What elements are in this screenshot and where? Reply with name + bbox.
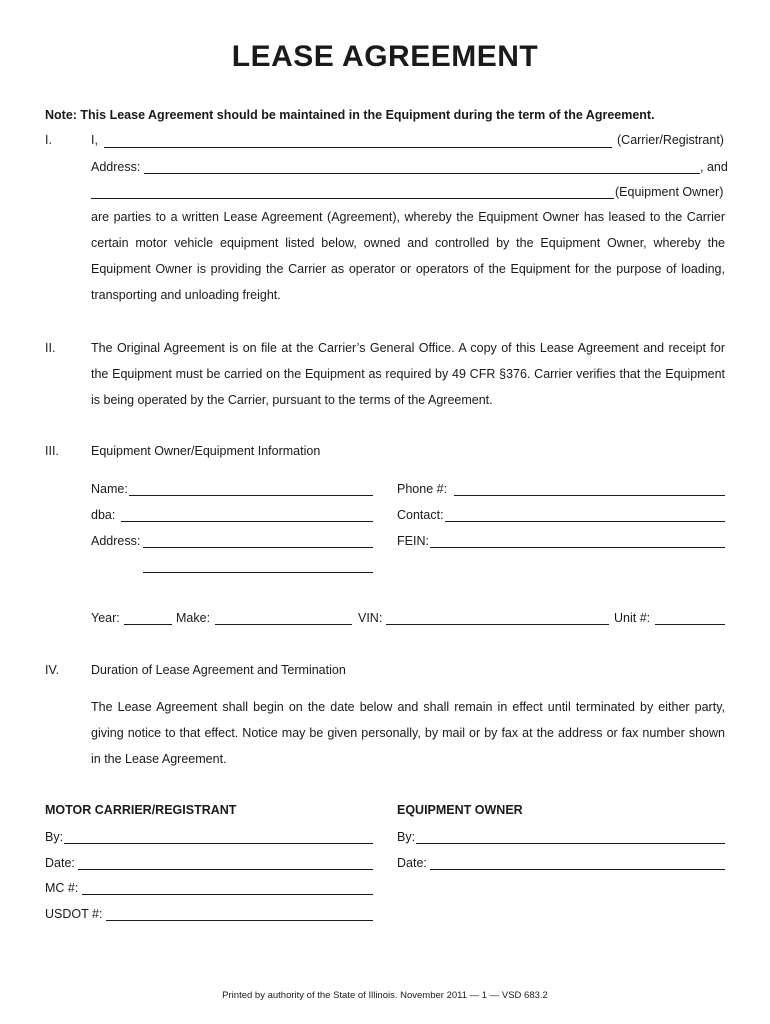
- owner-name-label: Name:: [91, 482, 128, 496]
- owner-address-line-2-field[interactable]: [143, 572, 373, 573]
- carrier-registrant-label: (Carrier/Registrant): [617, 133, 724, 147]
- owner-date-label: Date:: [397, 856, 427, 870]
- equipment-owner-label: (Equipment Owner): [615, 185, 724, 199]
- owner-name-field[interactable]: [129, 495, 373, 496]
- carrier-by-label: By:: [45, 830, 64, 844]
- owner-signature-heading: EQUIPMENT OWNER: [397, 803, 523, 817]
- section-1-address-label: Address:: [91, 160, 141, 174]
- carrier-by-field[interactable]: [64, 843, 373, 844]
- owner-phone-label: Phone #:: [397, 482, 448, 496]
- vin-label: VIN:: [358, 611, 383, 625]
- owner-address-label: Address:: [91, 534, 141, 548]
- owner-fein-field[interactable]: [430, 547, 725, 548]
- page-footer: Printed by authority of the State of Illinois. November 2011 — 1 — VSD 683.2: [222, 990, 548, 1001]
- carrier-registrant-field[interactable]: [104, 147, 612, 148]
- carrier-date-label: Date:: [45, 856, 75, 870]
- section-3-number: III.: [45, 444, 59, 458]
- section-1-i-prefix: I,: [91, 133, 98, 147]
- section-4-number: IV.: [45, 663, 60, 677]
- owner-address-field[interactable]: [143, 547, 373, 548]
- owner-by-field[interactable]: [416, 843, 725, 844]
- owner-phone-field[interactable]: [454, 495, 725, 496]
- owner-date-field[interactable]: [430, 869, 725, 870]
- owner-contact-field[interactable]: [445, 521, 725, 522]
- section-1-number: I.: [45, 133, 52, 147]
- owner-dba-field[interactable]: [121, 521, 373, 522]
- section-1-body: are parties to a written Lease Agreement (Agreement), whereby the Equipment Owner has leased to the Carrier certain motor vehicle equipment listed below, owned and controlled by the Equipment Owner, whereby the Equipment Owner is providing the Carrier as operator or operators of the Equipment for the purpose of loading, transporting and unloading freight.: [91, 210, 725, 302]
- equipment-owner-field[interactable]: [91, 198, 614, 199]
- section-2-body: The Original Agreement is on file at the Carrier’s General Office. A copy of this Lease Agreement and receipt for the Equipment must be carried on the Equipment as required by 49 CFR §376. Carrier verifies that the Equipment is being operated by the Carrier, pursuant to the terms of the Agreement.: [91, 341, 725, 407]
- year-label: Year:: [91, 611, 120, 625]
- carrier-signature-heading: MOTOR CARRIER/REGISTRANT: [45, 803, 237, 817]
- maintenance-note: Note: This Lease Agreement should be maintained in the Equipment during the term of the Agreement.: [45, 108, 655, 122]
- vin-field[interactable]: [386, 624, 609, 625]
- section-4-heading: Duration of Lease Agreement and Termination: [91, 663, 346, 677]
- unit-field[interactable]: [655, 624, 725, 625]
- section-2-number: II.: [45, 341, 56, 355]
- section-1-and-label: , and: [700, 160, 728, 174]
- mc-number-label: MC #:: [45, 881, 79, 895]
- owner-by-label: By:: [397, 830, 416, 844]
- usdot-number-field[interactable]: [106, 920, 373, 921]
- owner-fein-label: FEIN:: [397, 534, 429, 548]
- section-3-heading: Equipment Owner/Equipment Information: [91, 444, 321, 458]
- section-4-body: The Lease Agreement shall begin on the date below and shall remain in effect until terminated by either party, giving notice to that effect. Notice may be given personally, by mail or by fax at the address or fax number shown in the Lease Agreement.: [91, 700, 725, 766]
- year-field[interactable]: [124, 624, 172, 625]
- unit-label: Unit #:: [614, 611, 651, 625]
- usdot-number-label: USDOT #:: [45, 907, 103, 921]
- carrier-date-field[interactable]: [78, 869, 373, 870]
- owner-contact-label: Contact:: [397, 508, 444, 522]
- mc-number-field[interactable]: [82, 894, 373, 895]
- make-field[interactable]: [215, 624, 352, 625]
- make-label: Make:: [176, 611, 211, 625]
- owner-dba-label: dba:: [91, 508, 116, 522]
- document-title: LEASE AGREEMENT: [231, 40, 539, 73]
- section-1-address-field[interactable]: [144, 173, 700, 174]
